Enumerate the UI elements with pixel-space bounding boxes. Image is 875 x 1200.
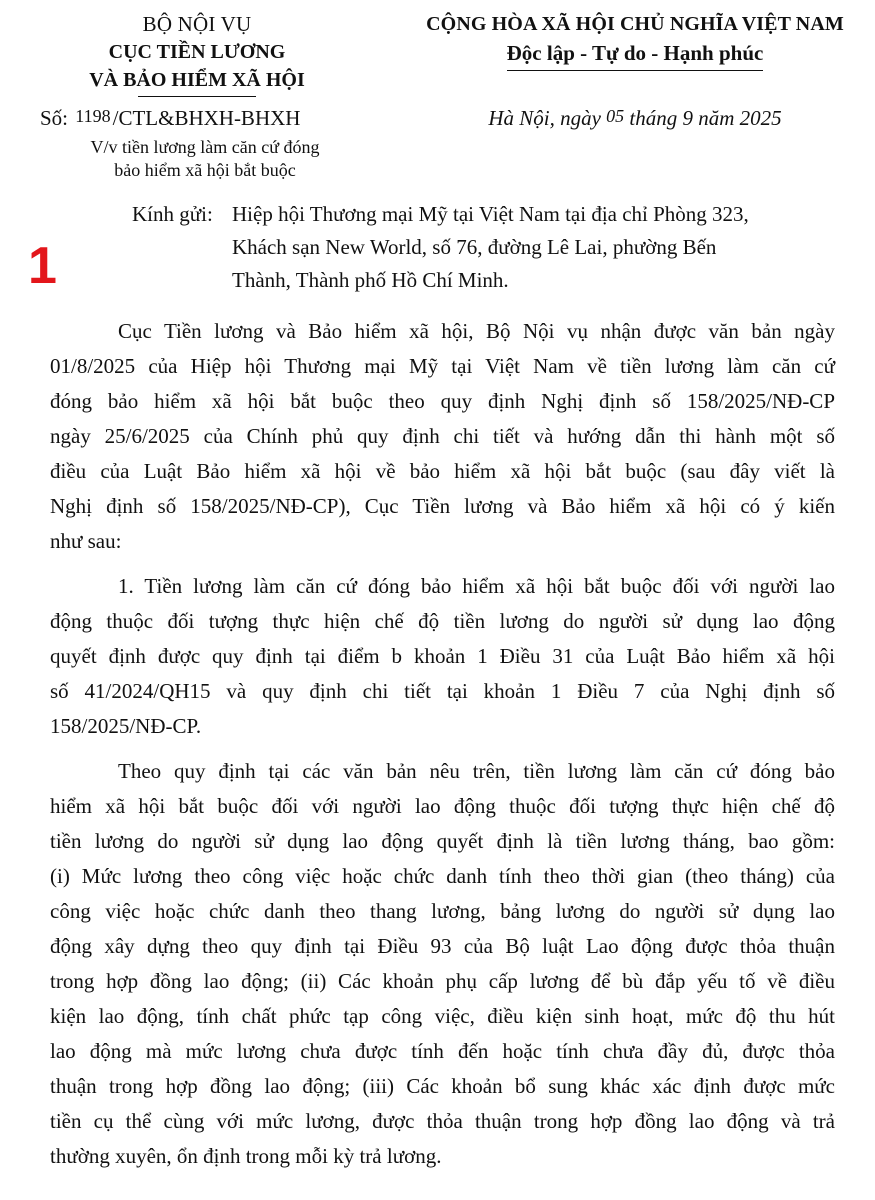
- addressee-block: [132, 198, 832, 297]
- body-line: công việc hoặc chức danh theo thang lương, bảng lương do người sử dụng lao: [50, 899, 835, 923]
- body-paragraph-1: [50, 314, 835, 559]
- nation-name: CỘNG HÒA XÃ HỘI CHỦ NGHĨA VIỆT NAM: [426, 13, 844, 35]
- body-line: lao động mà mức lương chưa được tính đến hoặc tính chưa đầy đủ, được thỏa: [50, 1039, 835, 1063]
- body-line: tiền cụ thể cùng với mức lương, được thỏa thuận trong hợp đồng lao động và trả: [50, 1109, 835, 1133]
- national-motto: Độc lập - Tự do - Hạnh phúc: [507, 38, 764, 71]
- addressee-line: Khách sạn New World, số 76, đường Lê Lai, phường Bến: [232, 235, 717, 259]
- subject-line: bảo hiểm xã hội bắt buộc: [114, 160, 296, 180]
- body-line: điều của Luật Bảo hiểm xã hội về bảo hiểm xã hội bắt buộc (sau đây viết là: [50, 459, 835, 483]
- dateline-month: 9: [682, 106, 693, 130]
- body-line: thường xuyên, ổn định trong mỗi kỳ trả lương.: [50, 1144, 442, 1168]
- addressee-line: Thành, Thành phố Hồ Chí Minh.: [232, 268, 509, 292]
- body-line: thuận trong hợp đồng lao động; (iii) Các khoản bổ sung khác xác định được mức: [50, 1074, 835, 1098]
- body-line: động thuộc đối tượng thực hiện chế độ tiền lương do người sử dụng lao động: [50, 609, 835, 633]
- body-line: Theo quy định tại các văn bản nêu trên, tiền lương làm căn cứ đóng bảo: [118, 759, 835, 783]
- dateline-month-label: tháng: [629, 106, 678, 130]
- issuing-agency-block: [22, 10, 372, 97]
- body-line: 01/8/2025 của Hiệp hội Thương mại Mỹ tại Việt Nam về tiền lương làm căn cứ: [50, 354, 835, 378]
- body-line: 158/2025/NĐ-CP.: [50, 714, 202, 738]
- subject-line: V/v tiền lương làm căn cứ đóng: [90, 137, 320, 157]
- body-line: đóng bảo hiểm xã hội bắt buộc theo quy định Nghị định số 158/2025/NĐ-CP: [50, 389, 835, 413]
- document-number-value: 1198: [75, 106, 111, 126]
- dateline-year: năm 2025: [698, 106, 782, 130]
- department-name-line2: VÀ BẢO HIỂM XÃ HỘI: [89, 69, 305, 91]
- body-line: kiện lao động, tính chất phức tạp công việc, điều kiện sinh hoạt, mức độ thu hút: [50, 1004, 835, 1028]
- addressee-text: [232, 198, 830, 297]
- agency-underline: [138, 96, 256, 97]
- body-line: hiểm xã hội bắt buộc đối với người lao động thuộc đối tượng thực hiện chế độ: [50, 794, 835, 818]
- body-line: quyết định được quy định tại điểm b khoản 1 Điều 31 của Luật Bảo hiểm xã hội: [50, 644, 835, 668]
- dateline-prefix: Hà Nội, ngày: [488, 106, 601, 130]
- body-line: Cục Tiền lương và Bảo hiểm xã hội, Bộ Nội vụ nhận được văn bản ngày: [118, 319, 835, 343]
- body-line: ngày 25/6/2025 của Chính phủ quy định chi tiết và hướng dẫn thi hành một số: [50, 424, 835, 448]
- body-line: 1. Tiền lương làm căn cứ đóng bảo hiểm xã hội bắt buộc đối với người lao: [118, 574, 835, 598]
- dateline: [400, 104, 870, 133]
- department-name-line1: CỤC TIỀN LƯƠNG: [108, 41, 286, 63]
- body-line: trong hợp đồng lao động; (ii) Các khoản phụ cấp lương để bù đắp yếu tố về điều: [50, 969, 835, 993]
- body-line: như sau:: [50, 529, 122, 553]
- addressee-line: Hiệp hội Thương mại Mỹ tại Việt Nam tại địa chỉ Phòng 323,: [232, 202, 749, 226]
- body-paragraph-2: [50, 569, 835, 744]
- body-line: số 41/2024/QH15 và quy định chi tiết tại khoản 1 Điều 7 của Nghị định số: [50, 679, 835, 703]
- body-paragraph-3: [50, 754, 835, 1174]
- document-number-label: Số:: [40, 106, 69, 130]
- body-line: Nghị định số 158/2025/NĐ-CP), Cục Tiền lương và Bảo hiểm xã hội có ý kiến: [50, 494, 835, 518]
- document-number-code: /CTL&BHXH-BHXH: [112, 106, 301, 130]
- body-line: (i) Mức lương theo công việc hoặc chức danh tính theo thời gian (theo tháng) của: [50, 864, 835, 888]
- addressee-label: Kính gửi:: [132, 202, 213, 226]
- body-line: tiền lương do người sử dụng lao động quyết định là tiền lương tháng, bao gồm:: [50, 829, 835, 853]
- body-line: động xây dựng theo quy định tại Điều 93 của Bộ luật Lao động được thỏa thuận: [50, 934, 835, 958]
- document-subject: [40, 136, 370, 182]
- national-title-block: [400, 10, 870, 71]
- document-number: [40, 104, 300, 133]
- dateline-day: 05: [606, 106, 625, 126]
- ministry-name: BỘ NỘI VỤ: [142, 12, 252, 36]
- page-marker-number: 1: [28, 237, 57, 295]
- document-body: [50, 314, 835, 1174]
